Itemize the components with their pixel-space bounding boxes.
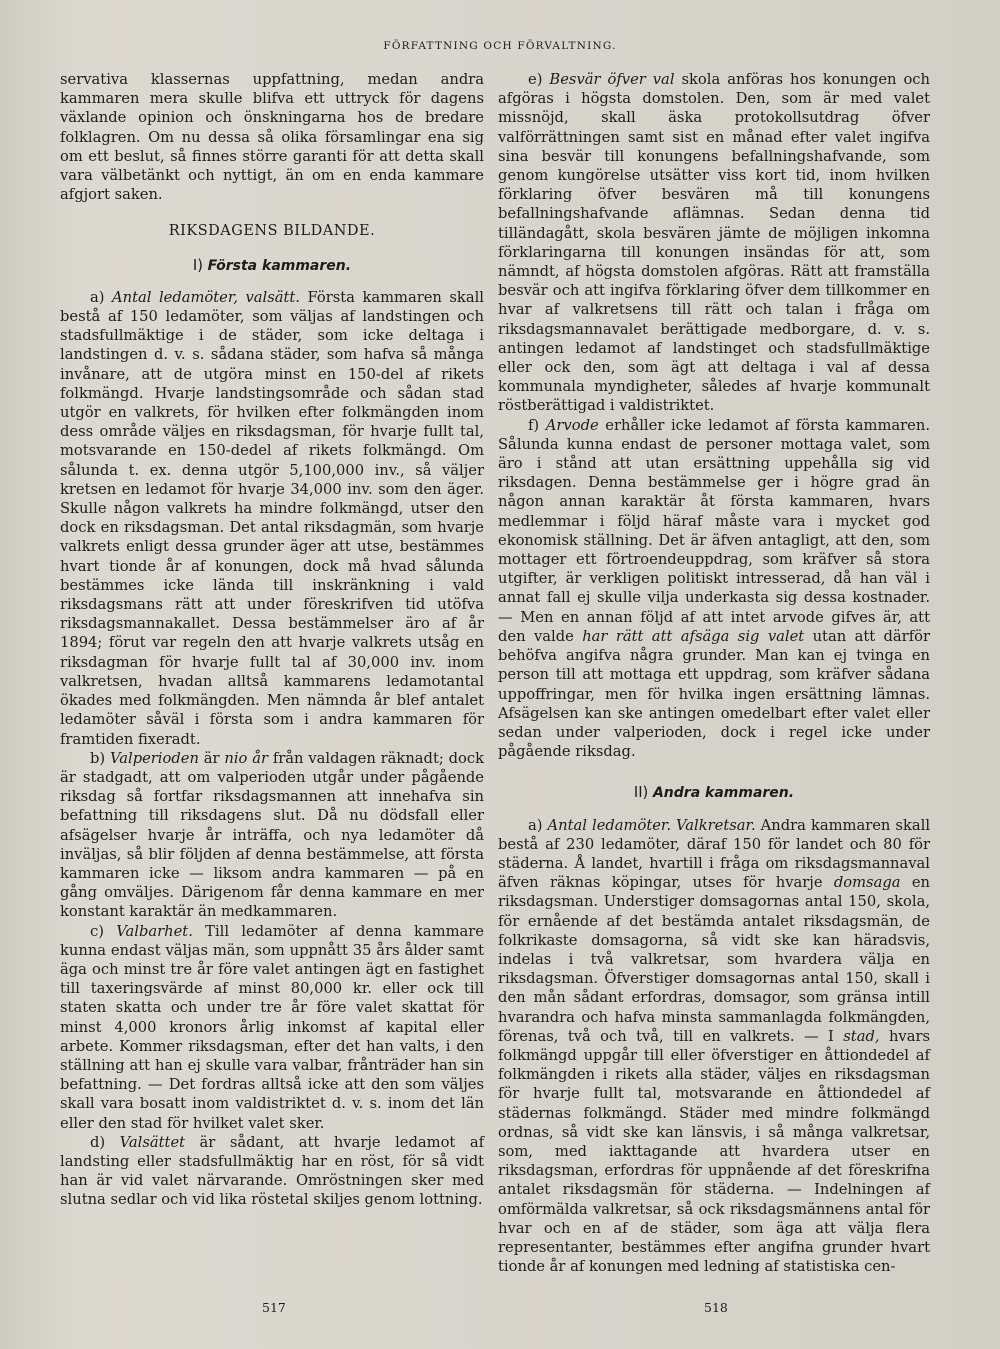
item-text: Första kammaren skall bestå af 150 ledamöter, som väljas af landstingen och stadsfullmäktige i de städer, som icke deltaga i landstingen d. v. s. sådana städer, som hafva så många invånare, att de utgöra minst en 150-del af rikets folkmängd. Hvarje landstingsområde och sådan stad utgör en valkrets, för hvilken efter folkmängden inom dess område väljes en riksdagsman, för hvarje fullt tal, motsvarande en 150-dedel af rikets folkmängd. Om sålunda t. ex. denna utgör 5,100,000 inv., så väljer kretsen en ledamot för hvarje 34,000 inv. som den äger. Skulle någon valkrets ha mindre folkmängd, utser den dock en riksdagsman. Det antal riksdagmän, som hvarje valkrets enligt dessa grunder äger att utse, bestämmes hvart tionde år af konungen, dock må hvad sålunda bestämmes icke lända till inskränkning i vald riksdagsmans rätt att under föreskrifven tid utöfva riksdagsmannakallet. Dessa bestämmelser äro af år 1894; förut var regeln den att hvarje valkrets utsåg en riksdagman för hvarje fullt tal af 30,000 inv. inom valkretsen, hvadan alltså kammarens ledamotantal ökades med folkmängden. Men nämnda år blef antalet ledamöter såväl i första som i andra kammaren för framtiden fixeradt.	[60, 288, 484, 748]
item-label: c)	[90, 922, 104, 940]
item-label: a)	[528, 816, 543, 834]
paragraph-e-besvar	[498, 70, 930, 416]
item-title: Antal ledamöter. Valkretsar.	[547, 816, 756, 834]
item-emphasis: nio år	[224, 749, 268, 767]
subsection-heading-andra-kammaren	[498, 783, 930, 803]
item-emphasis: domsaga	[833, 874, 901, 892]
item-label: b)	[90, 749, 106, 767]
paragraph-a-antal	[60, 288, 484, 749]
left-column	[60, 70, 484, 1210]
item-label: e)	[528, 71, 543, 88]
subsection-number: I)	[192, 256, 203, 274]
subsection-title: Andra kammaren.	[652, 785, 795, 802]
paragraph-continuation: servativa klassernas uppfattning, medan andra kammaren mera skulle blifva ett uttryck för dagens växlande opinion och önskningarna hos de bredare folklagren. Om nu dessa så olika församlingar ena sig om ett beslut, så finnes större garanti för att detta skall vara välbetänkt och nyttigt, än om en enda kammare afgjort saken.	[60, 71, 484, 204]
item-title: Arvode	[545, 416, 599, 434]
item-text: Till ledamöter af denna kammare kunna endast väljas män, som uppnått 35 års ålder samt äga och minst tre år före valet antingen ägt en fastighet till taxeringsvärde af minst 80,000 kr. eller ock till staten skatta och under tre år före valet skattat för minst 4,000 kronors årlig inkomst af kapital eller arbete. Kommer riksdagsman, efter det han valts, i den ställning att han ej skulle vara valbar, frånträder han sin befattning. — Det fordras alltså icke att den som väljes skall vara bosatt inom valdistriktet d. v. s. inom det län eller den stad för hvilket valet sker.	[60, 922, 485, 1132]
item-text: skola anföras hos konungen och afgöras i högsta domstolen. Den, som är med valet missnöjd, skall äska protokollsutdrag öfver valförrättningen samt sist en månad efter valet ingifva sina besvär till konungens befallningshafvande, som genom kungörelse utsätter viss kort tid, inom hvilken förklaring öfver besvären må till konungens befallningshafvande aflämnas. Sedan denna tid tilländagått, skola besvären jämte de möjligen inkomna förklaringarna till konungen insändas för att, som nämndt, af högsta domstolen afgöras. Rätt att framställa besvär och att ingifva förklaring öfver dem tillkommer en hvar af valkretsens till rätt och talan i fråga om riksdagsmannavalet berättigade medborgare, d. v. s. antingen ledamot af landstinget och stadsfullmäktige eller ock den, som ägt att deltaga i val af dessa kommunala myndigheter, således af hvarje kommunalt röstberättigad i valdistriktet.	[498, 71, 930, 415]
subsection-title: Första kammaren.	[207, 257, 352, 274]
item-label: d)	[90, 1133, 106, 1151]
item-title: Valbarhet.	[116, 922, 193, 940]
item-text: från valdagen räknadt; dock är stadgadt, att om valperioden utgår under pågående riksdag så fortfar riksdagsmannen att innehafva sin befattning till riksdagens slut. Då nu dödsfall eller afsägelser hvarje år inträffa, och nya ledamöter då inväljas, så blir följden af denna bestämmelse, att första kammaren icke — liksom andra kammaren — på en gång omväljes. Därigenom får denna kammare en mer konstant karaktär än medkammaren.	[60, 749, 485, 921]
item-text: är sådant, att hvarje ledamot af landsting eller stadsfullmäktig har en röst, för så vidt han är vid valet närvarande. Omröstningen sker med slutna sedlar och vid lika röstetal skiljes genom lottning.	[60, 1133, 485, 1209]
paragraph-f-arvode	[498, 416, 930, 762]
item-text: en riksdagsman. Understiger domsagornas antal 150, skola, för ernående af det bestämda antalet riksdagsmän, de folkrikaste domsagorna, så vidt ske kan häradsvis, indelas i två valkretsar, som hvardera välja en riksdagsman. Öfverstiger domsagornas antal 150, skall i den mån sådant erfordras, domsagor, som gränsa intill hvarandra och hafva minsta sammanlagda folkmängden, förenas, två och två, till en valkrets. — I	[498, 874, 930, 1045]
item-title: Antal ledamöter, valsätt.	[112, 288, 300, 306]
page-number-right: 518	[704, 1300, 728, 1315]
right-column	[498, 70, 930, 1276]
paragraph-b-valperioden	[60, 749, 484, 922]
paragraph-d-valsattet	[60, 1133, 484, 1210]
item-title: Valsättet	[119, 1133, 186, 1151]
item-emphasis: har rätt att afsäga sig valet	[582, 627, 805, 645]
section-heading: RIKSDAGENS BILDANDE.	[168, 223, 376, 240]
item-text: är	[203, 749, 220, 767]
item-text: Andra kammaren skall bestå af 230 ledamöter, däraf 150 för landet och 80 för städerna. Å landet, hvartill i fråga om riksdagsmannaval äfven räknas köpingar, utses för hvarje	[498, 816, 931, 892]
item-title: Besvär öfver val	[549, 71, 675, 88]
item-title: Valperioden	[109, 749, 199, 767]
item-text: utan att därför behöfva angifva några grunder. Man kan ej tvinga en person till att mottaga ett uppdrag, som kräfver sådana uppoffringar, men för hvilka ingen ersättning lämnas. Afsägelsen kan ske antingen omedelbart efter valet eller sedan under valperioden, dock i regel icke under pågående riksdag.	[498, 627, 930, 761]
subsection-heading-forsta-kammaren	[60, 256, 484, 276]
item-emphasis: stad,	[843, 1027, 880, 1045]
running-head: FÖRFATTNING OCH FÖRVALTNING.	[383, 40, 617, 52]
subsection-number: II)	[633, 784, 649, 802]
item-text: hvars folkmängd uppgår till eller öfverstiger en åttiondedel af folkmängden i rikets alla städer, väljes en riksdagsman för hvarje fullt tal, motsvarande en åttiondedel af städernas folkmängd. Städer med mindre folkmängd ordnas, så vidt ske kan länsvis, i så många valkretsar, som, med iakttagande att hvardera utser en riksdagsman, erfordras för uppnående af det föreskrifna antalet riksdagsmän för städerna. — Indelningen af omförmälda valkretsar, så ock riksdagsmännens antal för hvar och en af de städer, som äga att välja flera representanter, bestämmes efter angifna grunder hvart tionde år af konungen med ledning af statistiska cen-	[498, 1027, 931, 1276]
page-number-left: 517	[262, 1300, 286, 1315]
item-label: a)	[90, 288, 105, 306]
item-text: erhåller icke ledamot af första kammaren. Sålunda kunna endast de personer mottaga valet, som äro i stånd att utan ersättning uppehålla sig vid riksdagen. Denna bestämmelse ger i högre grad än någon annan karaktär åt första kammaren, hvars medlemmar i följd häraf måste vara i mycket god ekonomisk ställning. Det är äfven antagligt, att den, som mottager ett förtroendeuppdrag, som kräfver så stora utgifter, är verkligen politiskt intresserad, då han väl i annat fall ej skulle vilja underkasta sig dessa kostnader. — Men en annan följd af att intet arvode gifves är, att den valde	[498, 416, 930, 645]
item-label: f)	[528, 416, 540, 434]
paragraph-c-valbarhet	[60, 922, 484, 1133]
paragraph-a-andra	[498, 816, 930, 1277]
